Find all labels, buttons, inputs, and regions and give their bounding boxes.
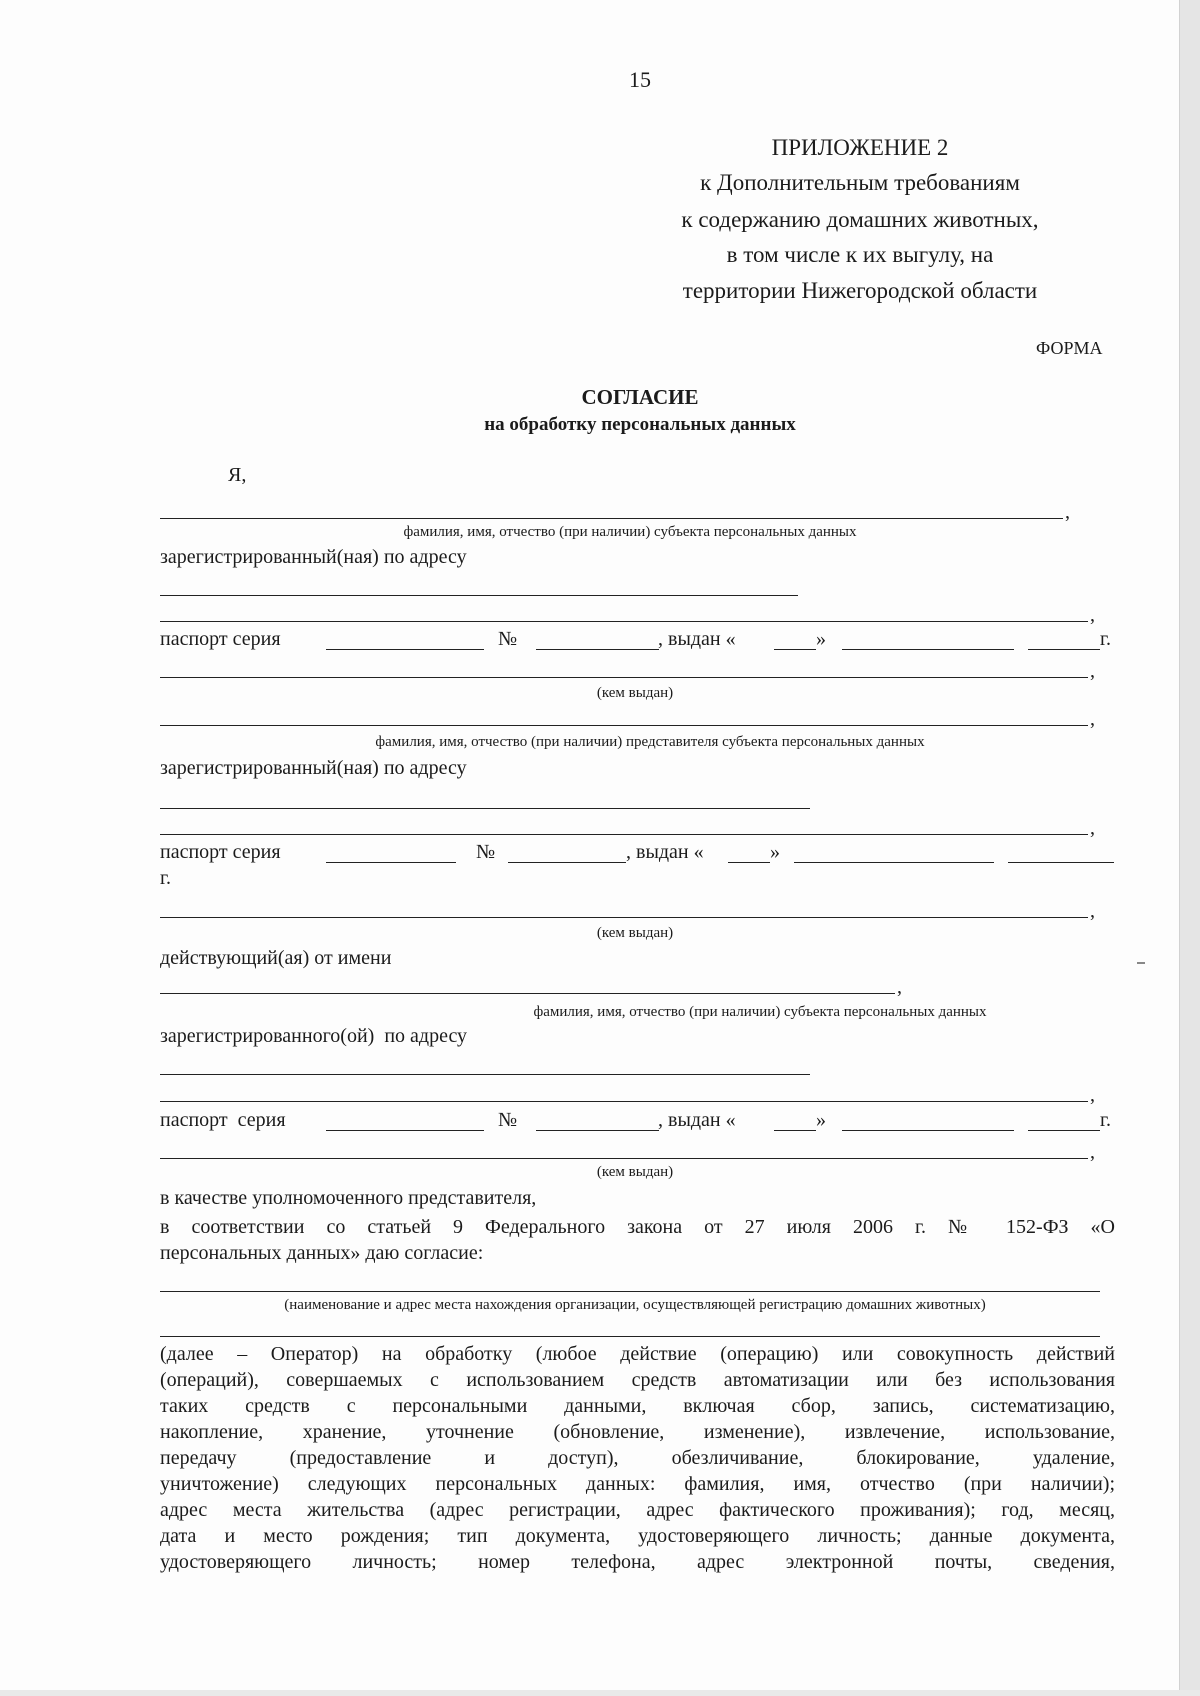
subject-name-line[interactable] — [160, 518, 1063, 519]
issued-year-field[interactable] — [1028, 1130, 1100, 1131]
issued-by-caption: (кем выдан) — [596, 1164, 674, 1180]
body-line: передачу (предоставление и доступ), обезличивание, блокирование, удаление, — [160, 1447, 1115, 1469]
passport-series-label: паспорт серия — [160, 1109, 286, 1131]
address-line-1[interactable] — [160, 595, 798, 596]
scan-bottom-edge — [0, 1690, 1200, 1696]
comma: , — [1090, 1141, 1095, 1163]
body-line: накопление, хранение, уточнение (обновление, изменение), извлечение, использование, — [160, 1421, 1115, 1443]
document-subtitle: на обработку персональных данных — [484, 414, 796, 435]
year-suffix: г. — [160, 867, 171, 889]
number-sign: № — [476, 841, 496, 863]
issued-year-field[interactable] — [1008, 862, 1114, 863]
address-label: зарегистрированный(ная) по адресу — [160, 757, 467, 779]
issued-quote-close: » — [816, 628, 826, 650]
on-behalf-name-line[interactable] — [160, 993, 895, 994]
passport-series-field[interactable] — [326, 862, 456, 863]
comma: , — [897, 976, 902, 998]
body-line: уничтожение) следующих персональных данных: фамилия, имя, отчество (при наличии); — [160, 1473, 1115, 1495]
issued-by-line[interactable] — [160, 677, 1088, 678]
appendix-line: к содержанию домашних животных, — [681, 207, 1039, 232]
body-line: (далее – Оператор) на обработку (любое действие (операцию) или совокупность действий — [160, 1343, 1115, 1365]
year-suffix: г. — [1100, 1109, 1111, 1131]
document-title: СОГЛАСИЕ — [581, 385, 699, 409]
year-suffix: г. — [1100, 628, 1111, 650]
issued-day-field[interactable] — [774, 649, 816, 650]
body-line: (операций), совершаемых с использованием средств автоматизации или без использования — [160, 1369, 1115, 1391]
number-sign: № — [498, 1109, 518, 1131]
body-line: удостоверяющего личность; номер телефона, адрес электронной почты, сведения, — [160, 1551, 1115, 1573]
comma: , — [1090, 1084, 1095, 1106]
on-behalf-name-caption: фамилия, имя, отчество (при наличии) субъекта персональных данных — [533, 1004, 987, 1020]
passport-number-field[interactable] — [536, 1130, 659, 1131]
comma: , — [1065, 501, 1070, 523]
number-sign: № — [498, 628, 518, 650]
issued-label: , выдан « — [658, 1109, 736, 1131]
scan-mark — [1137, 962, 1145, 964]
subject-name-caption: фамилия, имя, отчество (при наличии) субъекта персональных данных — [403, 524, 857, 540]
ya-label: Я, — [228, 464, 247, 486]
appendix-line: в том числе к их выгулу, на — [726, 242, 994, 267]
passport-series-label: паспорт серия — [160, 628, 281, 650]
on-behalf-label: действующий(ая) от имени — [160, 947, 392, 969]
comma: , — [1090, 817, 1095, 839]
law-line: персональных данных» даю согласие: — [160, 1242, 484, 1264]
issued-label: , выдан « — [626, 841, 704, 863]
passport-series-label: паспорт серия — [160, 841, 281, 863]
address-line-2[interactable] — [160, 1101, 1088, 1102]
law-paragraph — [160, 1214, 1115, 1266]
page-number: 15 — [629, 67, 651, 92]
operator-line-1[interactable] — [160, 1291, 1100, 1292]
issued-month-field[interactable] — [842, 1130, 1014, 1131]
issued-day-field[interactable] — [728, 862, 770, 863]
address-line-1[interactable] — [160, 808, 810, 809]
capacity-text: в качестве уполномоченного представителя, — [160, 1187, 537, 1209]
consent-body — [160, 1341, 1115, 1575]
body-line: таких средств с персональными данными, включая сбор, запись, систематизацию, — [160, 1395, 1115, 1417]
issued-by-line[interactable] — [160, 1158, 1088, 1159]
issued-month-field[interactable] — [794, 862, 994, 863]
scan-right-edge — [1179, 0, 1200, 1696]
address-label: зарегистрированного(ой) по адресу — [160, 1025, 468, 1047]
comma: , — [1090, 604, 1095, 626]
issued-by-caption: (кем выдан) — [596, 685, 674, 701]
passport-series-field[interactable] — [326, 1130, 484, 1131]
comma: , — [1090, 660, 1095, 682]
passport-series-field[interactable] — [326, 649, 484, 650]
body-line: адрес места жительства (адрес регистрации, адрес фактического проживания); год, месяц, — [160, 1499, 1115, 1521]
address-line-2[interactable] — [160, 834, 1088, 835]
issued-label: , выдан « — [658, 628, 736, 650]
issued-quote-close: » — [816, 1109, 826, 1131]
form-label: ФОРМА — [1036, 338, 1103, 358]
passport-number-field[interactable] — [536, 649, 659, 650]
passport-number-field[interactable] — [508, 862, 626, 863]
issued-year-field[interactable] — [1028, 649, 1100, 650]
law-line: в соответствии со статьей 9 Федерального закона от 27 июля 2006 г. № 152-ФЗ «О — [160, 1216, 1115, 1238]
body-line: дата и место рождения; тип документа, удостоверяющего личность; данные документа, — [160, 1525, 1115, 1547]
operator-caption: (наименование и адрес места нахождения организации, осуществляющей регистрацию домашних животных) — [284, 1297, 986, 1313]
operator-line-2[interactable] — [160, 1336, 1100, 1337]
representative-name-line[interactable] — [160, 725, 1088, 726]
comma: , — [1090, 708, 1095, 730]
comma: , — [1090, 900, 1095, 922]
issued-by-caption: (кем выдан) — [596, 925, 674, 941]
appendix-line: территории Нижегородской области — [682, 278, 1038, 303]
appendix-title: ПРИЛОЖЕНИЕ 2 — [771, 135, 949, 160]
issued-by-line[interactable] — [160, 917, 1088, 918]
address-line-1[interactable] — [160, 1074, 810, 1075]
address-label: зарегистрированный(ная) по адресу — [160, 546, 467, 568]
representative-name-caption: фамилия, имя, отчество (при наличии) представителя субъекта персональных данных — [375, 734, 925, 750]
issued-quote-close: » — [770, 841, 780, 863]
issued-day-field[interactable] — [774, 1130, 816, 1131]
address-line-2[interactable] — [160, 621, 1088, 622]
issued-month-field[interactable] — [842, 649, 1014, 650]
appendix-line: к Дополнительным требованиям — [700, 170, 1020, 195]
